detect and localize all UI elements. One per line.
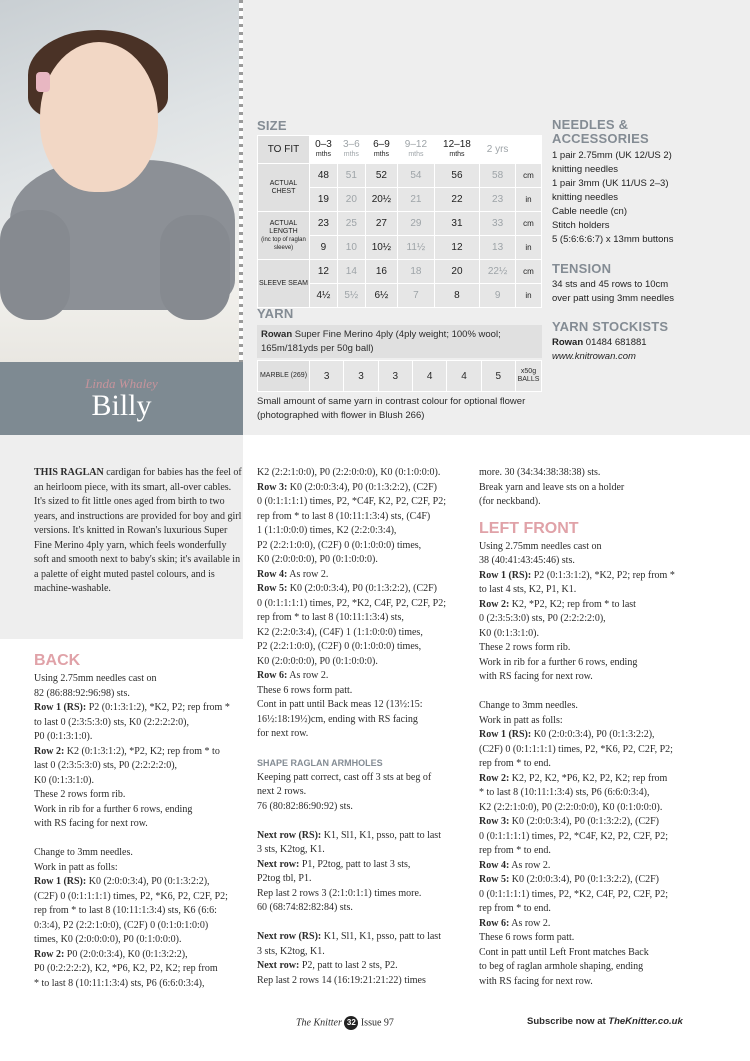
yarn-heading: YARN [257, 306, 294, 321]
shape-armholes-heading: SHAPE RAGLAN ARMHOLES [257, 758, 383, 768]
yarn-row: MARBLE (269) 3 3 3 4 4 5 x50g BALLS [258, 361, 542, 392]
size-table [257, 135, 542, 308]
stockists-link[interactable]: www.knitrowan.com [552, 351, 636, 362]
length-in-row: 9 10 10½ 11½ 12 13 in [258, 236, 542, 260]
chest-in-row: 19 20 20½ 21 22 23 in [258, 188, 542, 212]
size-header-row: TO FIT 0–3 mths 3–6 mths 6–9 mths 9–12 mths 12–18 mths 2 yrs [258, 136, 542, 164]
intro-text: THIS RAGLAN cardigan for babies has the feel of an heirloom piece, with its smart, all-over cables. It's sized to fit little ones aged from birth to two years, and instructions are provided for boy and girl versions. It's knitted in Rowan's luxurious Super Fine Merino 4ply yarn, which feels wonderfully soft and smooth next to baby's skin; it's available in a palette of eight muted pastel colours, and is machine-washable. [34, 467, 242, 594]
photo-left-arm [0, 210, 70, 320]
pattern-title-box [0, 362, 243, 435]
tension-text: 34 sts and 45 rows to 10cm over patt using 3mm needles [552, 279, 674, 304]
chest-cm-row: ACTUAL CHEST 48 51 52 54 56 58 cm [258, 164, 542, 188]
back-continued: K2 (2:2:1:0:0), P0 (2:2:0:0:0), K0 (0:1:0:0:0). Row 3: K0 (2:0:0:3:4), P0 (0:1:3:2:2), (C2F) 0 (0:1:1:1:1) times, P2, *C4F, K2, P2, C2F, P2; rep from * to last 8 (10:11:1:3:4) sts, (C4F) 1 (1:1:0:0:0) times, K2 (2:2:0:3:4), P2 (2:2:1:0:0), (C2F) 0 (0:1:0:0:0) times, K0 (2:0:0:0:0), P0 (0:1:0:0:0). Row 4: As row 2. Row 5: K0 (2:0:0:3:4), P0 (0:1:3:2:2), (C2F) 0 (0:1:1:1:1) times, P2, *K2, C4F, P2, C2F, P2; rep from * to last 8 (10:11:1:3:4) sts, K2 (2:2:0:3:4), (C4F) 1 (1:1:0:0:0) times, P2 (2:2:1:0:0), (C2F) 0 (0:1:0:0:0) times, K0 (2:0:0:0:0), P0 (0:1:0:0:0). Row 6: As row 2. These 6 rows form patt. Cont in patt until Back meas 12 (13½:15: 16½:18:19½)cm, ending with RS facing for next row. SHAPE RAGLAN ARMHOLES Keeping patt correct, cast off 3 sts at beg of next 2 rows. 76 (80:82:86:90:92) sts. Next row (RS): K1, Sl1, K1, psso, patt to last 3 sts, K2tog, K1. Next row: P1, P2tog, patt to last 3 sts, P2tog tbl, P1. Rep last 2 rows 3 (2:1:0:1:1) times more. 60 (68:74:82:82:84) sts. Next row (RS): K1, Sl1, K1, psso, patt to last 3 sts, K2tog, K1. Next row: P2, patt to last 2 sts, P2. Rep last 2 rows 14 (16:19:21:21:22) times [257, 466, 467, 988]
tension-heading: TENSION [552, 261, 612, 276]
sleeve-in-row: 4½ 5½ 6½ 7 8 9 in [258, 284, 542, 308]
footer-issue: The Knitter 32 Issue 97 [296, 1017, 394, 1029]
yarn-table [257, 360, 542, 392]
left-front-section: more. 30 (34:34:38:38:38) sts. Break yarn and leave sts on a holder (for neckband). LEFT FRONT Using 2.75mm needles cast on 38 (40:41:43:45:46) sts. Row 1 (RS): P2 (0:1:3:1:2), *K2, P2; rep from * to last 4 sts, K2, P1, K1. Row 2: K2, *P2, K2; rep from * to last 0 (2:3:5:3:0) sts, P0 (2:2:2:2:0), K0 (0:1:3:1:0). These 2 rows form rib. Work in rib for a further 6 rows, ending with RS facing for next row. Change to 3mm needles. Work in patt as folls: Row 1 (RS): K0 (2:0:0:3:4), P0 (0:1:3:2:2), (C2F) 0 (0:1:1:1:1) times, P2, *K6, P2, C2F, P2; rep from * to end. Row 2: K2, P2, K2, *P6, K2, P2, K2; rep from * to last 8 (10:11:1:3:4) sts, P6 (6:6:0:3:4), K2 (2:2:1:0:0), P0 (2:2:0:0:0), K0 (0:1:0:0:0). Row 3: K0 (2:0:0:3:4), P0 (0:1:3:2:2), (C2F) 0 (0:1:1:1:1) times, P2, *C4F, K2, P2, C2F, P2; rep from * to end. Row 4: As row 2. Row 5: K0 (2:0:0:3:4), P0 (0:1:3:2:2), (C2F) 0 (0:1:1:1:1) times, P2, *K2, C4F, P2, C2F, P2; rep from * to end. Row 6: As row 2. These 6 rows form patt. Cont in patt until Left Front matches Back to beg of raglan armhole shaping, ending with RS facing for next row. [479, 466, 689, 989]
footer-subscribe: Subscribe now at TheKnitter.co.uk [527, 1016, 683, 1027]
back-heading: BACK [34, 652, 81, 669]
left-front-heading: LEFT FRONT [479, 519, 579, 537]
page-number: 32 [344, 1016, 358, 1030]
yarn-note: Small amount of same yarn in contrast colour for optional flower (photographed with flower in Blush 266) [257, 396, 526, 421]
hero-photo [0, 0, 243, 362]
stockists-heading: YARN STOCKISTS [552, 319, 669, 334]
stockists-text: Rowan 01484 681881 www.knitrowan.com [552, 337, 647, 362]
designer-name: Linda Whaley [85, 376, 158, 391]
sleeve-cm-row: SLEEVE SEAM 12 14 16 18 20 22½ cm [258, 260, 542, 284]
size-heading: SIZE [257, 118, 287, 133]
back-section: BACK Using 2.75mm needles cast on 82 (86:88:92:96:98) sts. Row 1 (RS): P2 (0:1:3:1:2), *K2, P2; rep from * to last 0 (2:3:5:3:0) sts, K0 (2:2:2:2:0), P0 (0:1:3:1:0). Row 2: K2 (0:1:3:1:2), *P2, K2; rep from * to last 0 (2:3:5:3:0) sts, P0 (2:2:2:2:0), K0 (0:1:3:1:0). These 2 rows form rib. Work in rib for a further 6 rows, ending with RS facing for next row. Change to 3mm needles. Work in patt as folls: Row 1 (RS): K0 (2:0:0:3:4), P0 (0:1:3:2:2), (C2F) 0 (0:1:1:1:1) times, P2, *K6, P2, C2F, P2; rep from * to last 8 (10:11:1:3:4) sts, K6 (6:6: 0:3:4), P2 (2:2:1:0:0), (C2F) 0 (0:1:0:1:0:0) times, K0 (2:0:0:0:0), P0 (0:1:0:0:0). Row 2: P0 (2:0:0:3:4), K0 (0:1:3:2:2), P0 (0:2:2:2:2), K2, *P6, K2, P2, K2; rep from * to last 8 (10:11:1:3:4) sts, P6 (6:6:0:3:4), [34, 650, 242, 991]
needles-heading: NEEDLES & ACCESSORIES [552, 117, 649, 146]
pattern-title: Billy [91, 389, 152, 422]
yarn-description: Rowan Super Fine Merino 4ply (4ply weight; 100% wool; 165m/181yds per 50g ball) [257, 325, 542, 358]
subscribe-link[interactable]: TheKnitter.co.uk [608, 1016, 683, 1027]
hair-bow [36, 72, 50, 92]
length-cm-row: ACTUAL LENGTH (inc top of raglan sleeve) 23 25 27 29 31 33 cm [258, 212, 542, 236]
photo-right-arm [160, 215, 230, 320]
needles-list: 1 pair 2.75mm (UK 12/US 2) knitting needles 1 pair 3mm (UK 11/US 2–3) knitting needles Cable needle (cn) Stitch holders 5 (5:6:6:6:7) x 13mm buttons [552, 150, 674, 245]
photo-face [40, 42, 158, 192]
